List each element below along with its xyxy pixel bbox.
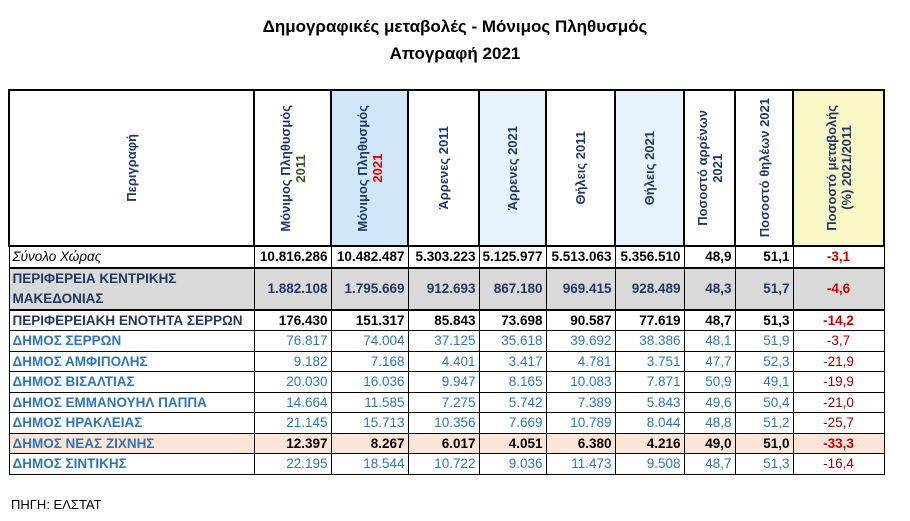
change-percent-cell: -3,7	[793, 331, 884, 352]
population-2021-cell: 18.544	[331, 454, 408, 475]
males-2021-cell: 8.165	[479, 372, 546, 393]
females-2021-cell: 8.044	[615, 413, 684, 434]
change-percent-cell: -21,0	[793, 392, 884, 413]
males-2021-cell: 5.742	[479, 392, 546, 413]
females-2021-cell: 9.508	[615, 454, 684, 475]
header-description: Περιγραφή	[9, 90, 254, 246]
males-2021-cell: 3.417	[479, 351, 546, 372]
females-2021-cell: 38.386	[615, 331, 684, 352]
header-females-2021: Θήλεις 2021	[615, 90, 684, 246]
description-cell: ΔΗΜΟΣ ΑΜΦΙΠΟΛΗΣ	[9, 351, 254, 372]
population-2021-cell: 7.168	[331, 351, 408, 372]
description-cell: ΔΗΜΟΣ ΒΙΣΑΛΤΙΑΣ	[9, 372, 254, 393]
population-2021-cell: 10.482.487	[331, 246, 408, 268]
male-percent-cell: 49,6	[684, 392, 735, 413]
female-percent-cell: 51,0	[735, 433, 793, 454]
population-2021-cell: 15.713	[331, 413, 408, 434]
population-2011-cell: 1.882.108	[254, 268, 331, 310]
table-row	[9, 310, 884, 331]
female-percent-cell: 51,9	[735, 331, 793, 352]
header-row	[9, 90, 884, 246]
females-2011-cell: 7.389	[546, 392, 615, 413]
change-percent-cell: -33,3	[793, 433, 884, 454]
header-change-percent: Ποσοστό μεταβολής (%) 2021/2011	[793, 90, 884, 246]
description-cell: ΔΗΜΟΣ ΣΕΡΡΩΝ	[9, 331, 254, 352]
males-2011-cell: 6.017	[408, 433, 479, 454]
population-2011-cell: 176.430	[254, 310, 331, 331]
males-2011-cell: 9.947	[408, 372, 479, 393]
population-2021-cell: 151.317	[331, 310, 408, 331]
males-2021-cell: 4.051	[479, 433, 546, 454]
population-2011-cell: 76.817	[254, 331, 331, 352]
description-cell: ΔΗΜΟΣ ΣΙΝΤΙΚΗΣ	[9, 454, 254, 475]
change-percent-cell: -16,4	[793, 454, 884, 475]
population-2011-cell: 9.182	[254, 351, 331, 372]
description-cell: ΔΗΜΟΣ ΗΡΑΚΛΕΙΑΣ	[9, 413, 254, 434]
population-2011-cell: 20.030	[254, 372, 331, 393]
males-2011-cell: 37.125	[408, 331, 479, 352]
header-population-2011: Μόνιμος Πληθυσμός 2011	[254, 90, 331, 246]
source-note: ΠΗΓΗ: ΕΛΣΤΑΤ	[11, 497, 102, 512]
females-2021-cell: 3.751	[615, 351, 684, 372]
header-males-2011: Άρρενες 2011	[408, 90, 479, 246]
female-percent-cell: 50,4	[735, 392, 793, 413]
males-2021-cell: 5.125.977	[479, 246, 546, 268]
header-females-2011: Θήλεις 2011	[546, 90, 615, 246]
females-2021-cell: 77.619	[615, 310, 684, 331]
population-table	[8, 89, 885, 475]
population-2011-cell: 21.145	[254, 413, 331, 434]
page-subtitle: Απογραφή 2021	[389, 44, 521, 63]
table-row	[9, 433, 884, 454]
male-percent-cell: 50,9	[684, 372, 735, 393]
male-percent-cell: 48,7	[684, 310, 735, 331]
male-percent-cell: 48,7	[684, 454, 735, 475]
females-2011-cell: 10.083	[546, 372, 615, 393]
female-percent-cell: 49,1	[735, 372, 793, 393]
description-cell: Σύνολο Χώρας	[9, 246, 254, 268]
table-row	[9, 372, 884, 393]
males-2021-cell: 73.698	[479, 310, 546, 331]
change-percent-cell: -14,2	[793, 310, 884, 331]
population-2021-cell: 16.036	[331, 372, 408, 393]
females-2011-cell: 10.789	[546, 413, 615, 434]
population-2021-cell: 74.004	[331, 331, 408, 352]
males-2011-cell: 10.356	[408, 413, 479, 434]
header-population-2021: Μόνιμος Πληθυσμός 2021	[331, 90, 408, 246]
population-2011-cell: 12.397	[254, 433, 331, 454]
females-2011-cell: 6.380	[546, 433, 615, 454]
header-female-percent: Ποσοστό θηλέων 2021	[735, 90, 793, 246]
females-2011-cell: 90.587	[546, 310, 615, 331]
page-title: Δημογραφικές μεταβολές - Μόνιμος Πληθυσμός	[262, 17, 648, 36]
table-row	[9, 351, 884, 372]
change-percent-cell: -3,1	[793, 246, 884, 268]
description-cell: ΔΗΜΟΣ ΕΜΜΑΝΟΥΗΛ ΠΑΠΠΑ	[9, 392, 254, 413]
description-cell: ΠΕΡΙΦΕΡΕΙΑ ΚΕΝΤΡΙΚΗΣ ΜΑΚΕΔΟΝΙΑΣ	[9, 268, 254, 310]
female-percent-cell: 51,3	[735, 454, 793, 475]
males-2021-cell: 867.180	[479, 268, 546, 310]
males-2011-cell: 912.693	[408, 268, 479, 310]
females-2011-cell: 969.415	[546, 268, 615, 310]
male-percent-cell: 48,1	[684, 331, 735, 352]
male-percent-cell: 49,0	[684, 433, 735, 454]
header-males-2021: Άρρενες 2021	[479, 90, 546, 246]
female-percent-cell: 52,3	[735, 351, 793, 372]
females-2021-cell: 5.356.510	[615, 246, 684, 268]
males-2011-cell: 10.722	[408, 454, 479, 475]
males-2011-cell: 85.843	[408, 310, 479, 331]
males-2011-cell: 4.401	[408, 351, 479, 372]
table-row	[9, 392, 884, 413]
female-percent-cell: 51,1	[735, 246, 793, 268]
females-2011-cell: 4.781	[546, 351, 615, 372]
female-percent-cell: 51,2	[735, 413, 793, 434]
females-2011-cell: 39.692	[546, 331, 615, 352]
description-cell: ΠΕΡΙΦΕΡΕΙΑΚΗ ΕΝΟΤΗΤΑ ΣΕΡΡΩΝ	[9, 310, 254, 331]
population-2021-cell: 1.795.669	[331, 268, 408, 310]
males-2021-cell: 35.618	[479, 331, 546, 352]
females-2021-cell: 928.489	[615, 268, 684, 310]
population-2011-cell: 22.195	[254, 454, 331, 475]
female-percent-cell: 51,3	[735, 310, 793, 331]
females-2021-cell: 7.871	[615, 372, 684, 393]
table-row	[9, 413, 884, 434]
population-2021-cell: 11.585	[331, 392, 408, 413]
male-percent-cell: 48,3	[684, 268, 735, 310]
males-2021-cell: 9.036	[479, 454, 546, 475]
population-2011-cell: 10.816.286	[254, 246, 331, 268]
male-percent-cell: 48,9	[684, 246, 735, 268]
females-2021-cell: 4.216	[615, 433, 684, 454]
females-2021-cell: 5.843	[615, 392, 684, 413]
female-percent-cell: 51,7	[735, 268, 793, 310]
females-2011-cell: 11.473	[546, 454, 615, 475]
change-percent-cell: -19,9	[793, 372, 884, 393]
table-row	[9, 454, 884, 475]
change-percent-cell: -21,9	[793, 351, 884, 372]
header-male-percent: Ποσοστό αρρένων 2021	[684, 90, 735, 246]
description-cell: ΔΗΜΟΣ ΝΕΑΣ ΖΙΧΝΗΣ	[9, 433, 254, 454]
table-row	[9, 246, 884, 268]
male-percent-cell: 47,7	[684, 351, 735, 372]
males-2021-cell: 7.669	[479, 413, 546, 434]
population-2021-cell: 8.267	[331, 433, 408, 454]
male-percent-cell: 48,8	[684, 413, 735, 434]
change-percent-cell: -25,7	[793, 413, 884, 434]
males-2011-cell: 7.275	[408, 392, 479, 413]
table-row	[9, 268, 884, 310]
males-2011-cell: 5.303.223	[408, 246, 479, 268]
females-2011-cell: 5.513.063	[546, 246, 615, 268]
table-row	[9, 331, 884, 352]
population-2011-cell: 14.664	[254, 392, 331, 413]
change-percent-cell: -4,6	[793, 268, 884, 310]
